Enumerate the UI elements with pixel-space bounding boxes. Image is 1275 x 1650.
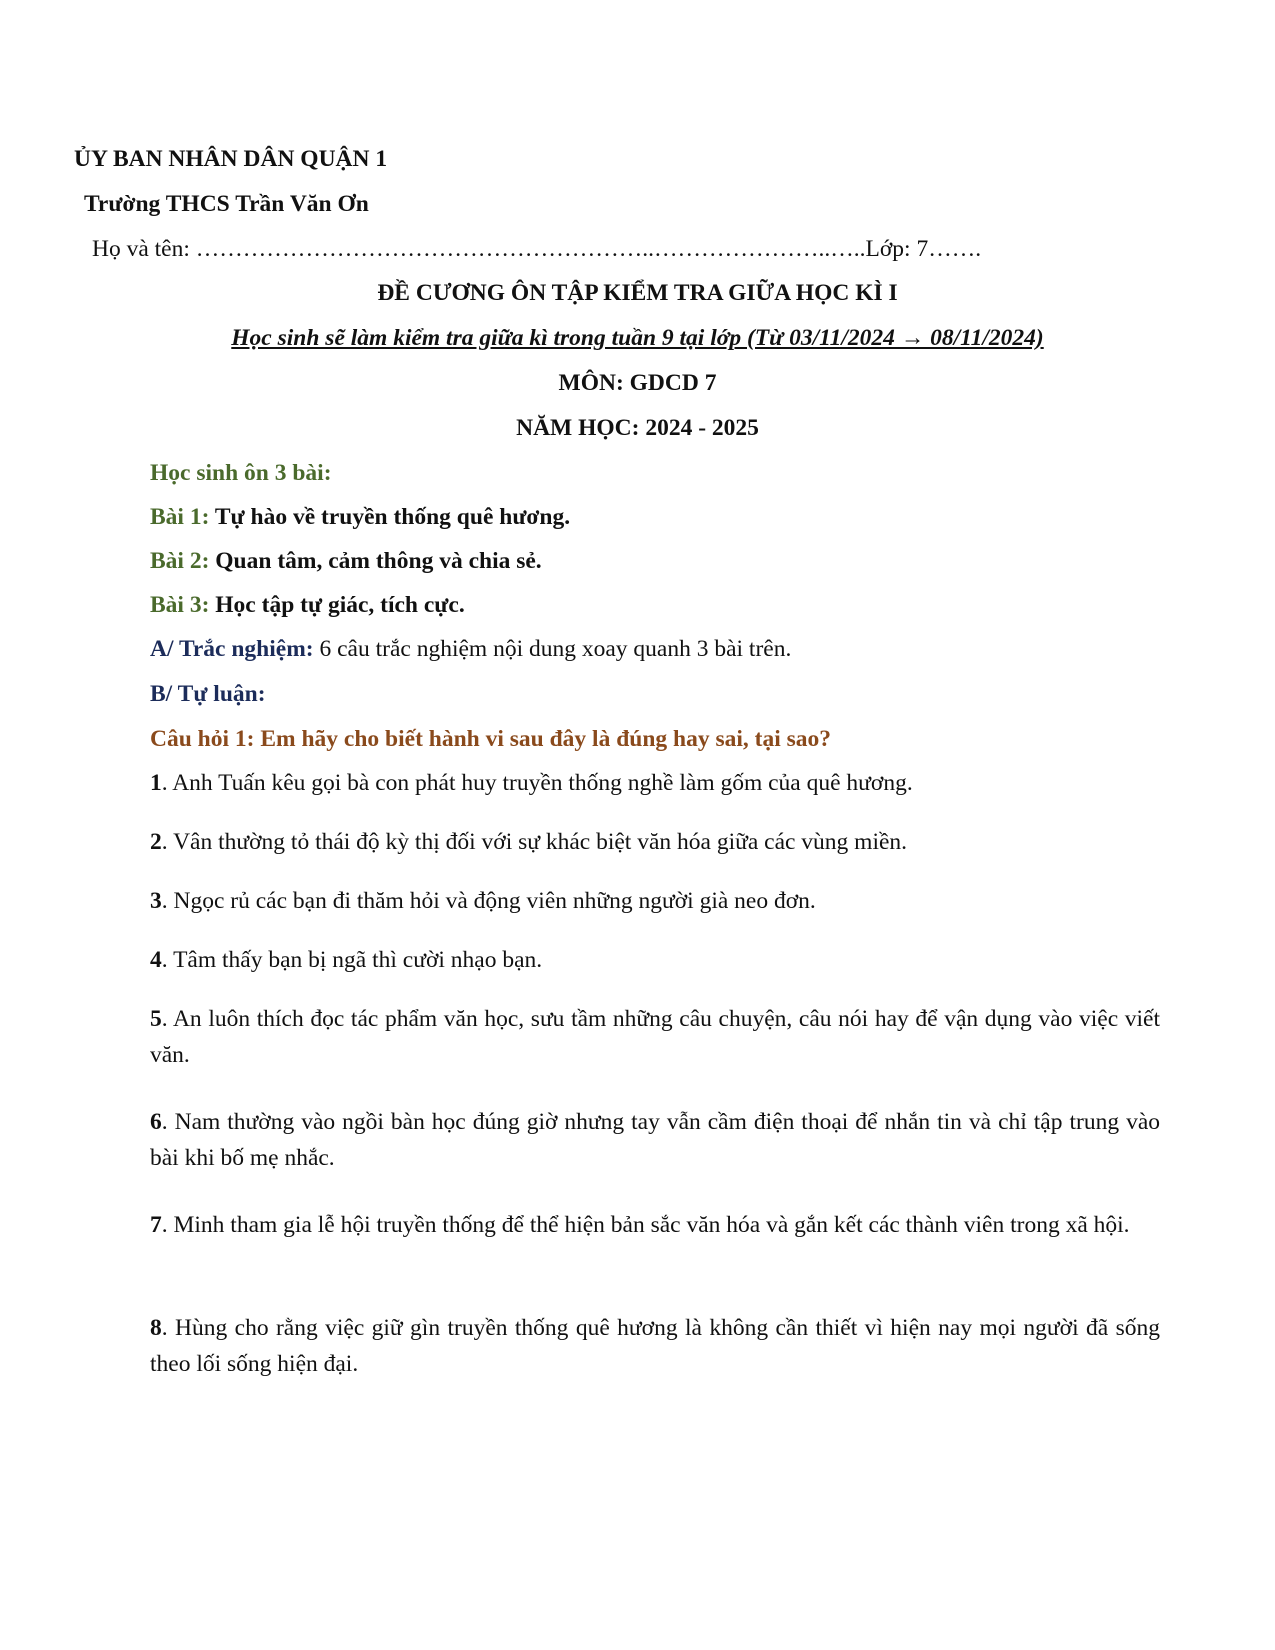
lesson-3-label: Bài 3: xyxy=(150,592,210,618)
item-text: . Ngọc rủ các bạn đi thăm hỏi và động viên những người già neo đơn. xyxy=(161,888,816,914)
exam-schedule-note xyxy=(0,323,1275,353)
item-number: 1 xyxy=(150,770,162,796)
question-item-4 xyxy=(150,942,1160,978)
question-item-3 xyxy=(150,883,1160,919)
question-item-1 xyxy=(150,765,1160,801)
question-item-8 xyxy=(150,1310,1160,1382)
question-item-7 xyxy=(150,1207,1160,1243)
lesson-1 xyxy=(150,502,570,532)
section-a-text: 6 câu trắc nghiệm nội dung xoay quanh 3 bài trên. xyxy=(319,636,792,662)
lesson-1-label: Bài 1: xyxy=(150,504,210,530)
item-number: 8 xyxy=(150,1315,162,1341)
section-a-label: A/ Trắc nghiệm: xyxy=(150,636,314,662)
student-info-line: Họ và tên: …………………………………………………..…………………..…..Lớp: 7……. xyxy=(92,236,982,262)
lesson-2-label: Bài 2: xyxy=(150,548,210,574)
section-a xyxy=(150,634,791,664)
item-number: 4 xyxy=(150,947,162,973)
item-text: . Vân thường tỏ thái độ kỳ thị đối với sự khác biệt văn hóa giữa các vùng miền. xyxy=(161,829,908,855)
review-intro: Học sinh ôn 3 bài: xyxy=(150,460,332,486)
question-item-5 xyxy=(150,1001,1160,1073)
lesson-2 xyxy=(150,546,542,576)
question-item-2 xyxy=(150,824,1160,860)
item-text: . Minh tham gia lễ hội truyền thống để thể hiện bản sắc văn hóa và gắn kết các thành viên trong xã hội. xyxy=(161,1212,1130,1238)
subject-title: MÔN: GDCD 7 xyxy=(558,370,717,396)
lesson-3-title: Học tập tự giác, tích cực. xyxy=(215,592,465,618)
item-number: 7 xyxy=(150,1212,162,1238)
question-item-6 xyxy=(150,1104,1160,1176)
item-text: . Nam thường vào ngồi bàn học đúng giờ nhưng tay vẫn cầm điện thoại để nhắn tin và chỉ tập trung vào bài khi bố mẹ nhắc. xyxy=(150,1109,1160,1171)
item-number: 6 xyxy=(150,1109,162,1135)
lesson-1-title: Tự hào về truyền thống quê hương. xyxy=(214,504,571,530)
item-number: 3 xyxy=(150,888,162,914)
item-text: . An luôn thích đọc tác phẩm văn học, sưu tầm những câu chuyện, câu nói hay để vận dụng vào việc viết văn. xyxy=(150,1006,1160,1068)
lesson-3 xyxy=(150,590,465,620)
item-text: . Tâm thấy bạn bị ngã thì cười nhạo bạn. xyxy=(161,947,543,973)
item-text: . Hùng cho rằng việc giữ gìn truyền thống quê hương là không cần thiết vì hiện nay mọi người đã sống theo lối sống hiện đại. xyxy=(150,1315,1160,1377)
authority-name: ỦY BAN NHÂN DÂN QUẬN 1 xyxy=(74,146,388,172)
item-number: 5 xyxy=(150,1006,162,1032)
lesson-2-title: Quan tâm, cảm thông và chia sẻ. xyxy=(215,548,542,574)
school-name: Trường THCS Trần Văn Ơn xyxy=(84,191,369,217)
document-title: ĐỀ CƯƠNG ÔN TẬP KIỂM TRA GIỮA HỌC KÌ I xyxy=(377,280,898,306)
exam-schedule-text: Học sinh sẽ làm kiểm tra giữa kì trong tuần 9 tại lớp (Từ 03/11/2024 → 08/11/2024) xyxy=(231,325,1044,351)
section-b-label: B/ Tự luận: xyxy=(150,681,266,707)
question-1-heading: Câu hỏi 1: Em hãy cho biết hành vi sau đây là đúng hay sai, tại sao? xyxy=(150,726,832,752)
item-text: . Anh Tuấn kêu gọi bà con phát huy truyền thống nghề làm gốm của quê hương. xyxy=(161,770,913,796)
item-number: 2 xyxy=(150,829,162,855)
school-year: NĂM HỌC: 2024 - 2025 xyxy=(516,415,759,441)
